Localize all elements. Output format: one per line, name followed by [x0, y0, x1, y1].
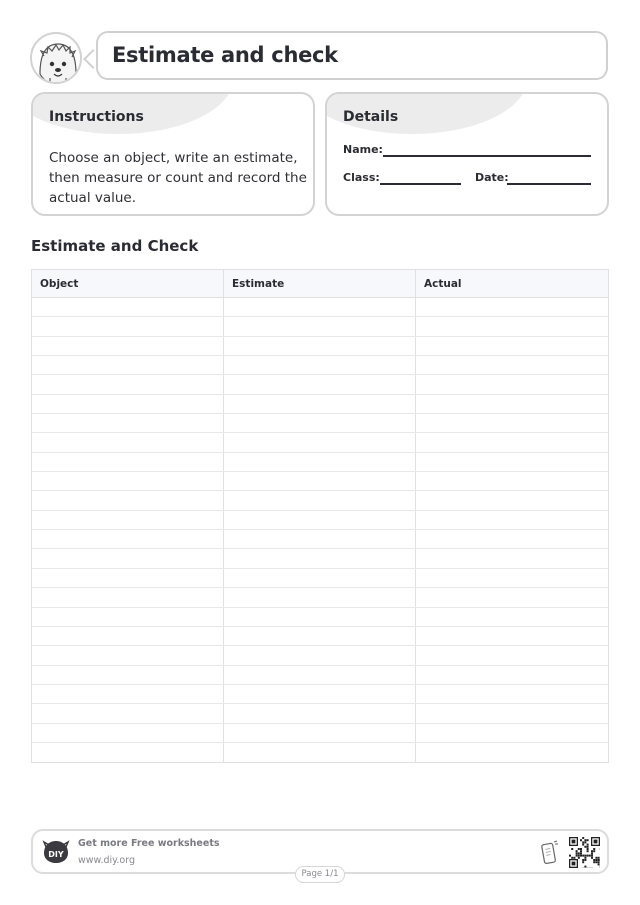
table-cell-object[interactable] [32, 685, 224, 703]
table-cell-actual[interactable] [416, 685, 608, 703]
table-row [32, 414, 608, 433]
column-header-estimate: Estimate [224, 270, 416, 297]
table-cell-estimate[interactable] [224, 472, 416, 490]
table-row [32, 608, 608, 627]
table-cell-estimate[interactable] [224, 608, 416, 626]
footer-url-link[interactable]: www.diy.org [78, 855, 135, 866]
table-cell-estimate[interactable] [224, 569, 416, 587]
table-row [32, 530, 608, 549]
table-cell-object[interactable] [32, 608, 224, 626]
table-header [32, 270, 608, 298]
table-cell-object[interactable] [32, 511, 224, 529]
section-title: Estimate and Check [31, 237, 199, 255]
table-cell-actual[interactable] [416, 511, 608, 529]
column-header-actual: Actual [424, 278, 462, 290]
diy-logo-icon [42, 839, 70, 865]
logo-text: DIY [48, 850, 64, 859]
table-cell-estimate[interactable] [224, 356, 416, 374]
table-cell-estimate[interactable] [224, 549, 416, 567]
table-row [32, 549, 608, 568]
table-cell-actual[interactable] [416, 666, 608, 684]
table-row [32, 588, 608, 607]
date-label: Date: [475, 171, 509, 184]
table-cell-object[interactable] [32, 453, 224, 471]
table-cell-object[interactable] [32, 743, 224, 762]
table-row [32, 646, 608, 665]
table-cell-actual[interactable] [416, 588, 608, 606]
column-header-object: Object [32, 270, 224, 297]
table-cell-object[interactable] [32, 337, 224, 355]
table-cell-estimate[interactable] [224, 666, 416, 684]
table-cell-actual[interactable] [416, 491, 608, 509]
table-row [32, 685, 608, 704]
table-cell-actual[interactable] [416, 395, 608, 413]
table-row [32, 743, 608, 762]
table-row [32, 375, 608, 394]
estimate-table [31, 269, 609, 763]
table-cell-object[interactable] [32, 646, 224, 664]
table-cell-actual[interactable] [416, 608, 608, 626]
table-cell-estimate[interactable] [224, 375, 416, 393]
table-cell-actual[interactable] [416, 646, 608, 664]
table-row [32, 491, 608, 510]
table-row [32, 356, 608, 375]
class-field[interactable] [380, 183, 461, 185]
table-cell-object[interactable] [32, 414, 224, 432]
table-row [32, 317, 608, 336]
table-cell-actual[interactable] [416, 453, 608, 471]
table-cell-estimate[interactable] [224, 491, 416, 509]
table-cell-object[interactable] [32, 666, 224, 684]
table-cell-estimate[interactable] [224, 704, 416, 722]
table-cell-actual[interactable] [416, 627, 608, 645]
table-cell-estimate[interactable] [224, 588, 416, 606]
table-cell-object[interactable] [32, 530, 224, 548]
table-cell-estimate[interactable] [224, 453, 416, 471]
table-cell-actual[interactable] [416, 298, 608, 316]
details-panel [325, 92, 609, 216]
table-cell-object[interactable] [32, 433, 224, 451]
table-cell-actual[interactable] [416, 317, 608, 335]
table-row [32, 569, 608, 588]
title-bubble [96, 31, 608, 80]
table-row [32, 298, 608, 317]
table-cell-actual[interactable] [416, 724, 608, 742]
qr-code-icon [569, 837, 600, 868]
table-cell-estimate[interactable] [224, 646, 416, 664]
table-cell-estimate[interactable] [224, 530, 416, 548]
table-cell-object[interactable] [32, 627, 224, 645]
table-row [32, 724, 608, 743]
table-cell-object[interactable] [32, 472, 224, 490]
table-cell-actual[interactable] [416, 704, 608, 722]
table-cell-object[interactable] [32, 491, 224, 509]
page-indicator: Page 1/1 [295, 866, 345, 883]
table-cell-object[interactable] [32, 549, 224, 567]
instructions-heading: Instructions [49, 109, 144, 125]
table-cell-estimate[interactable] [224, 433, 416, 451]
table-cell-estimate[interactable] [224, 317, 416, 335]
footer-promo-text: Get more Free worksheets [78, 838, 220, 849]
name-field[interactable] [383, 155, 591, 157]
mascot-avatar [30, 32, 82, 84]
table-cell-object[interactable] [32, 704, 224, 722]
date-field[interactable] [507, 183, 591, 185]
table-cell-estimate[interactable] [224, 743, 416, 762]
table-cell-object[interactable] [32, 588, 224, 606]
table-row [32, 453, 608, 472]
table-cell-object[interactable] [32, 356, 224, 374]
table-row [32, 511, 608, 530]
table-cell-actual[interactable] [416, 356, 608, 374]
phone-icon [541, 839, 559, 865]
instructions-text: Choose an object, write an estimate, then measure or count and record the actual value. [49, 150, 307, 206]
table-row [32, 433, 608, 452]
table-row [32, 666, 608, 685]
table-cell-estimate[interactable] [224, 627, 416, 645]
table-cell-object[interactable] [32, 569, 224, 587]
table-row [32, 395, 608, 414]
table-cell-actual[interactable] [416, 743, 608, 762]
table-cell-actual[interactable] [416, 414, 608, 432]
table-cell-object[interactable] [32, 724, 224, 742]
table-cell-actual[interactable] [416, 549, 608, 567]
table-cell-object[interactable] [32, 375, 224, 393]
table-cell-object[interactable] [32, 395, 224, 413]
table-cell-estimate[interactable] [224, 337, 416, 355]
table-cell-estimate[interactable] [224, 395, 416, 413]
table-cell-object[interactable] [32, 298, 224, 316]
table-row [32, 704, 608, 723]
table-row [32, 472, 608, 491]
table-cell-actual[interactable] [416, 472, 608, 490]
page-title: Estimate and check [112, 43, 338, 67]
table-cell-estimate[interactable] [224, 724, 416, 742]
table-cell-actual[interactable] [416, 375, 608, 393]
table-cell-estimate[interactable] [224, 511, 416, 529]
table-row [32, 337, 608, 356]
name-label: Name: [343, 143, 383, 156]
table-cell-actual[interactable] [416, 530, 608, 548]
table-cell-estimate[interactable] [224, 685, 416, 703]
table-cell-actual[interactable] [416, 569, 608, 587]
table-cell-estimate[interactable] [224, 414, 416, 432]
details-heading: Details [343, 109, 399, 125]
table-cell-object[interactable] [32, 317, 224, 335]
table-row [32, 627, 608, 646]
instructions-panel [31, 92, 315, 216]
class-label: Class: [343, 171, 380, 184]
table-cell-estimate[interactable] [224, 298, 416, 316]
table-cell-actual[interactable] [416, 433, 608, 451]
table-body [32, 298, 608, 762]
table-cell-actual[interactable] [416, 337, 608, 355]
